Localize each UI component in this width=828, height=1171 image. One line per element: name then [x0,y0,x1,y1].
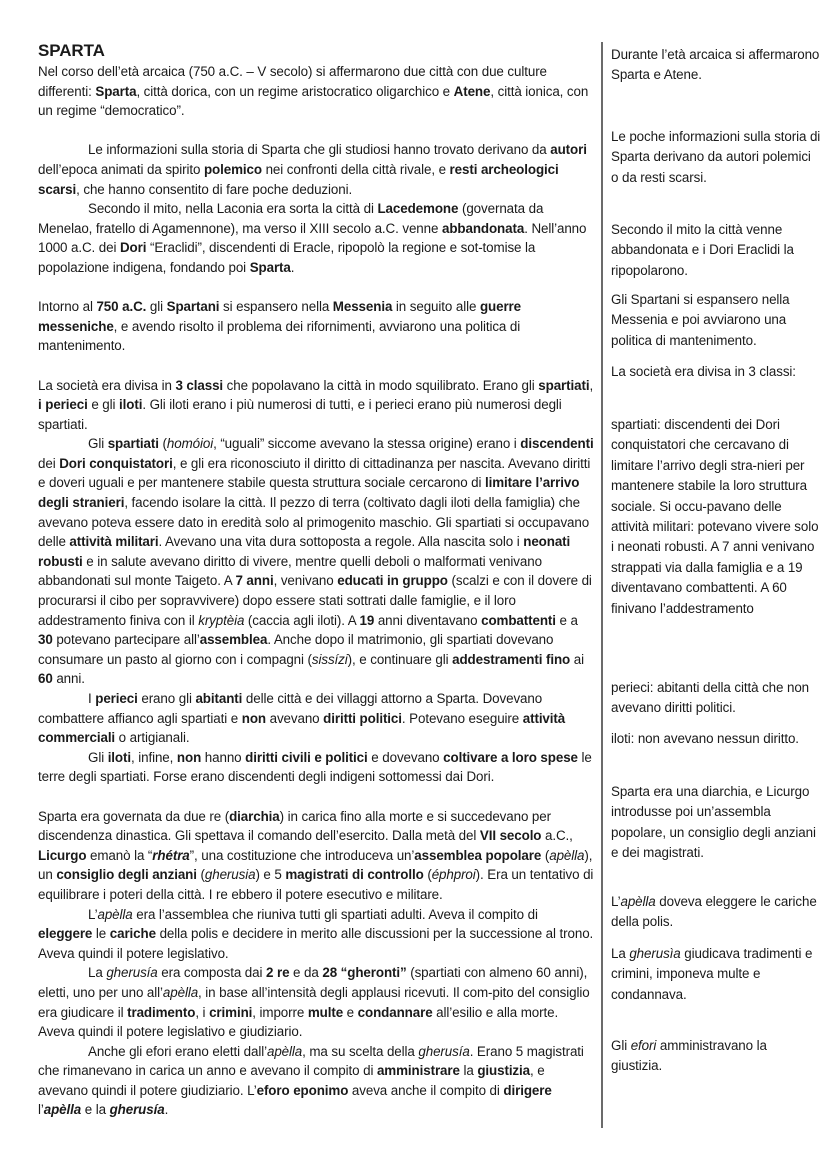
gherusia-paragraph: La gherusía era composta dai 2 re e da 28 “gheronti” (spartiati con almeno 60 anni), eletti, uno per uno all’apèlla, in base all’intensità degli applausi ricevuti. Il com-pito del consiglio era giudicare il tradimento, i crimini, imporre multe e condannare all’esilio e alla morte. Aveva quindi il potere legislativo e giudiziario. [38,965,590,1040]
spartiati-paragraph: Gli spartiati (homóioi, “uguali” siccome avevano la stessa origine) erano i discendenti dei Dori conquistatori, e gli era riconosciuto il diritto di cittadinanza per nascita. Avevano diritti e doveri uguali e per mantenere stabile questa struttura sociale cercarono di limitare l’arrivo degli stranieri, facendo isolare la città. Il pezzo di terra (coltivato dagli iloti della famiglia) che avevano poteva essere dato in eredità solo al primogenito maschio. Gli spartiati si occupavano delle attività militari. Avevano una vita dura sottoposta a regole. Alla nascita solo i neonati robusti e in salute avevano diritto di vivere, mentre quelli deboli o malformati venivano abbandonati sul monte Taigeto. A 7 anni, venivano educati in gruppo (scalzi e con il dovere di procurarsi il cibo per sopravvivere) dopo essere stati sottrati dalle famiglie, e il loro addestramento finiva con il kryptèia (caccia agli iloti). A 19 anni diventavano combattenti e a 30 potevano partecipare all’assemblea. Anche dopo il matrimonio, gli spartiati dovevano consumare un pasto al giorno con i compagni (sissízi), e continuare gli addestramenti fino ai 60 anni. [38,436,594,687]
government-paragraph: Sparta era governata da due re (diarchia) in carica fino alla morte e si succedevano per discendenza dinastica. Gli spettava il comando dell’esercito. Dalla metà del VII secolo a.C., Licurgo emanò la “rhétra”, una costituzione che introduceva un’assemblea popolare (apèlla), un consiglio degli anziani (gherusia) e 5 magistrati di controllo (éphproi). Era un tentativo di equilibrare i poteri della città. I re ebbero il potere esecutivo e militare. [38,808,594,902]
note-mito: Secondo il mito la città venne abbandonata e i Dori Eraclidi la ripopolarono. [611,222,794,278]
note-gherusia: La gherusìa giudicava tradimenti e crimini, imponeva multe e condannava. [611,946,813,1002]
page-title: SPARTA [38,41,105,60]
note-iloti: iloti: non avevano nessun diritto. [611,731,799,746]
efori-paragraph: Anche gli efori erano eletti dall’apèlla, ma su scelta della gherusía. Erano 5 magistrati che rimanevano in carica un anno e avevano il compito di amministrare la giustizia, e avevano quindi il potere giudiziario. L’eforo eponimo aveva anche il compito di dirigere l’apèlla e la gherusía. [38,1043,584,1118]
note-efori: Gli efori amministravano la giustizia. [611,1038,767,1074]
note-arcaica: Durante l’età arcaica si affermarono Sparta e Atene. [611,47,820,83]
note-spartiati: spartiati: discendenti dei Dori conquistatori che cercavano di limitare l’arrivo degli stra-nieri per mantenere stabile la loro struttura sociale. Si occu-pavano delle attività militari: potevano vivere solo i neonati robusti. A 7 anni venivano strappati via dalla famiglia e a 19 diventavano combattenti. A 60 finivano l’addestramento [611,417,819,616]
expansion-paragraph: Intorno al 750 a.C. gli Spartani si espansero nella Messenia in seguito alle guerre messeniche, e avendo risolto il problema dei rifornimenti, avviarono una politica di mantenimento. [38,299,522,354]
note-apella: L’apèlla doveva eleggere le cariche della polis. [611,894,817,930]
intro-paragraph: Nel corso dell’età arcaica (750 a.C. – V secolo) si affermarono due città con due culture differenti: Sparta, città dorica, con un regime aristocratico oligarchico e Atene, città ionica, con un regime “democratico”. [38,64,589,119]
note-fonti: Le poche informazioni sulla storia di Sparta derivano da autori polemici o da resti scarsi. [611,129,821,185]
sources-paragraph: Le informazioni sulla storia di Sparta che gli studiosi hanno trovato derivano da autori dell’epoca animati da spirito polemico nei confronti della città rivale, e resti archeologici scarsi, che hanno consentito di fare poche deduzioni. [38,142,587,197]
perieci-paragraph: I perieci erano gli abitanti delle città e dei villaggi attorno a Sparta. Dovevano combattere affianco agli spartiati e non avevano diritti politici. Potevano eseguire attività commerciali o artigianali. [38,691,566,746]
note-societa: La società era divisa in 3 classi: [611,364,796,379]
apella-paragraph: L’apèlla era l’assemblea che riuniva tutti gli spartiati adulti. Aveva il compito di eleggere le cariche della polis e decidere in merito alle discussioni per la successione al trono. Aveva quindi il potere legislativo. [38,906,594,961]
society-paragraph: La società era divisa in 3 classi che popolavano la città in modo squilibrato. Erano gli spartiati, i perieci e gli iloti. Gli iloti erano i più numerosi di tutti, e i perieci erano più numerosi degli spartiati. [38,377,594,432]
main-text-column [38,40,594,1120]
column-divider [601,42,603,1128]
note-perieci: perieci: abitanti della città che non avevano diritti politici. [611,680,810,716]
myth-paragraph: Secondo il mito, nella Laconia era sorta la città di Lacedemone (governata da Menelao, fratello di Agamennone), ma verso il XIII secolo a.C. venne abbandonata. Nell’anno 1000 a.C. dei Dori “Eraclidi”, discendenti di Eracle, ripopolò la regione e sot-tomise la popolazione indigena, fondando poi Sparta. [38,201,587,275]
note-espansione: Gli Spartani si espansero nella Messenia e poi avviarono una politica di mantenimento. [611,292,790,348]
iloti-paragraph: Gli iloti, infine, non hanno diritti civili e politici e dovevano coltivare a loro spese le terre degli spartiati. Forse erano discendenti degli indigeni sottomessi dai Dori. [38,749,592,785]
note-governo: Sparta era una diarchia, e Licurgo introdusse poi un’assembla popolare, un consiglio degli anziani e dei magistrati. [611,784,816,861]
